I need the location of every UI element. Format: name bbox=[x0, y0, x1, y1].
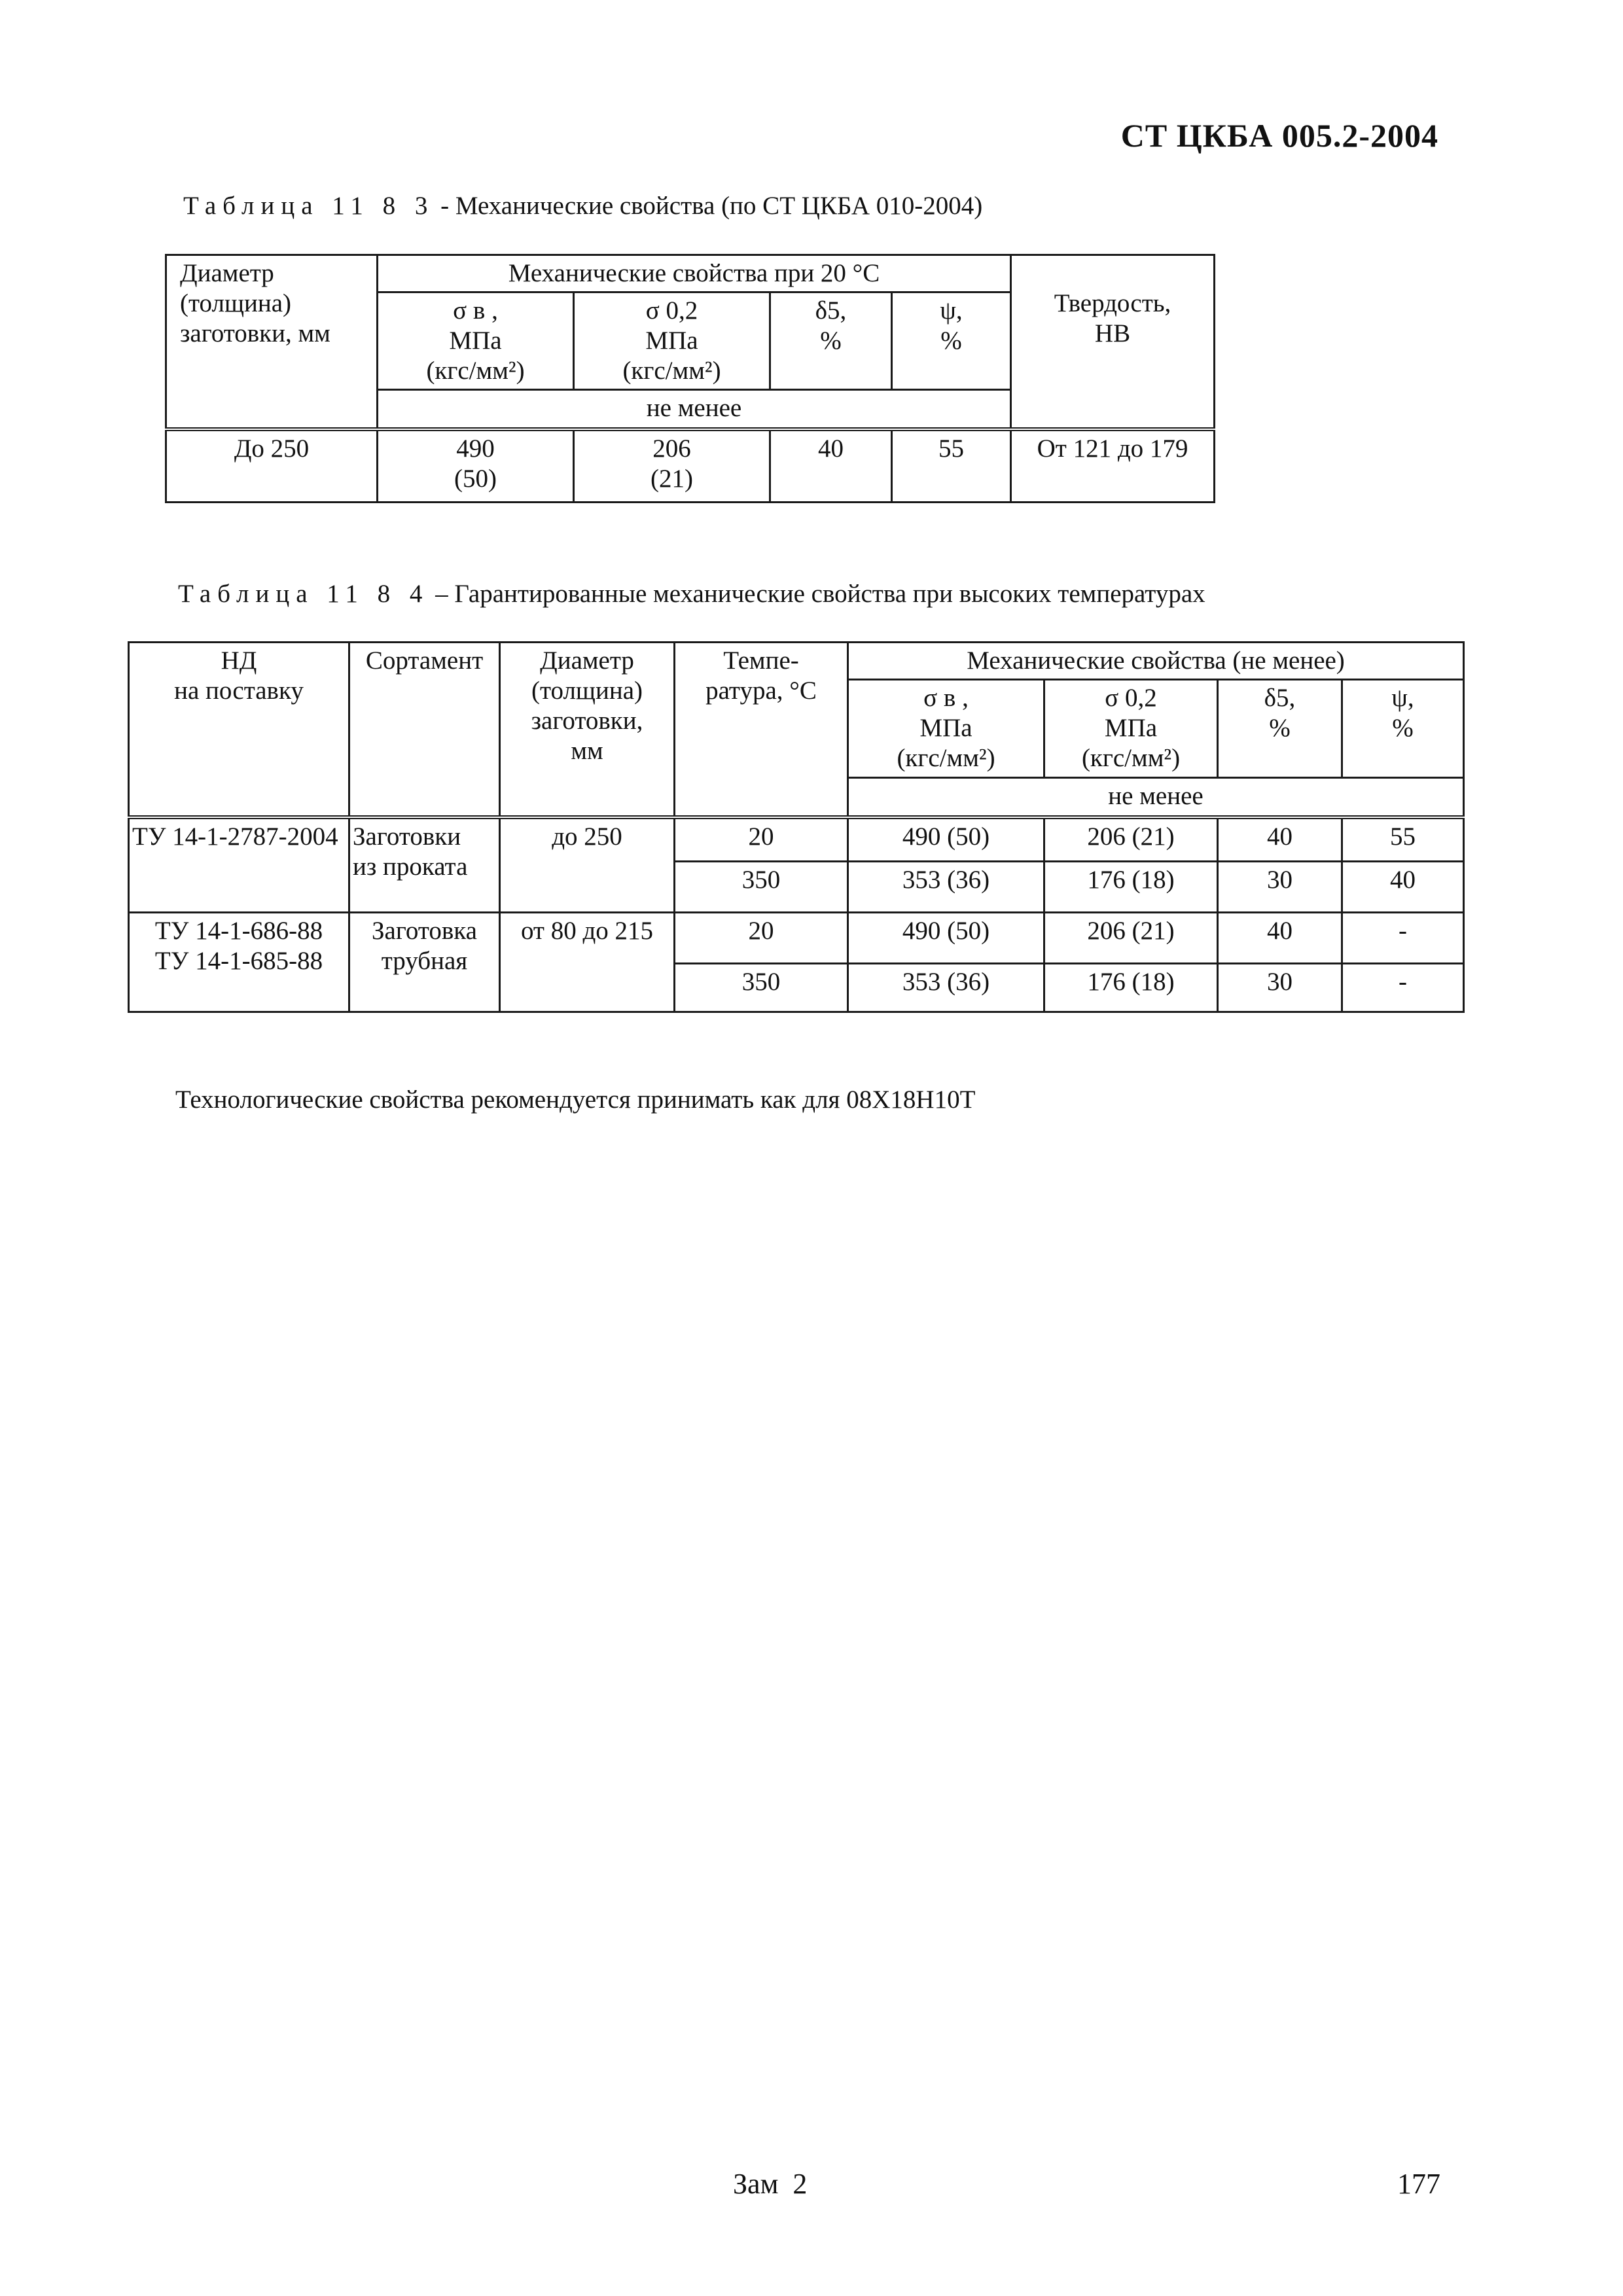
table1-cell-sigma-02: 206 (21) bbox=[574, 429, 770, 503]
table2-header-group: Механические свойства (не менее) bbox=[848, 643, 1464, 680]
table1-caption bbox=[183, 191, 982, 221]
table2-header-nd: НД на поставку bbox=[129, 643, 349, 817]
table2-header-sigma-02: σ 0,2 МПа (кгс/мм²) bbox=[1044, 680, 1218, 778]
table2-cell-diameter: до 250 bbox=[500, 817, 675, 913]
technology-note: Технологические свойства рекомендуется принимать как для 08Х18Н10Т bbox=[175, 1086, 976, 1114]
table2-cell-delta5: 40 bbox=[1218, 913, 1342, 964]
table2-header-delta5: δ5, % bbox=[1218, 680, 1342, 778]
table2-cell-nd: ТУ 14-1-2787-2004 bbox=[129, 817, 349, 913]
table2-header-diameter: Диаметр (толщина) заготовки, мм bbox=[500, 643, 675, 817]
table1-not-less: не менее bbox=[378, 390, 1011, 429]
table2-cell-temp: 350 bbox=[675, 862, 848, 913]
table1-header-sigma-02: σ 0,2 МПа (кгс/мм²) bbox=[574, 292, 770, 390]
revision-label: Зам 2 bbox=[733, 2168, 808, 2200]
table2-cell-sigma-b: 490 (50) bbox=[848, 817, 1044, 862]
table1-cell-sigma-b: 490 (50) bbox=[378, 429, 574, 503]
table1-header-group: Механические свойства при 20 °С bbox=[378, 255, 1011, 292]
table2-cell-psi: - bbox=[1342, 964, 1464, 1012]
table2-cell-sigma-02: 206 (21) bbox=[1044, 913, 1218, 964]
table1-header-diameter: Диаметр (толщина) заготовки, мм bbox=[166, 255, 378, 429]
table2-caption bbox=[178, 579, 1205, 609]
table2-cell-assortment: Заготовки из проката bbox=[349, 817, 500, 913]
table1-cell-delta5: 40 bbox=[770, 429, 892, 503]
table2-header-assortment: Сортамент bbox=[349, 643, 500, 817]
document-code: СТ ЦКБА 005.2-2004 bbox=[1120, 117, 1438, 154]
table1-cell-diameter: До 250 bbox=[166, 429, 378, 503]
table2-cell-temp: 20 bbox=[675, 913, 848, 964]
table1-header-psi: ψ, % bbox=[892, 292, 1011, 390]
table2-cell-psi: 55 bbox=[1342, 817, 1464, 862]
table2-cell-sigma-02: 176 (18) bbox=[1044, 964, 1218, 1012]
table2-cell-delta5: 30 bbox=[1218, 862, 1342, 913]
table2-cell-temp: 20 bbox=[675, 817, 848, 862]
table2-cell-assortment: Заготовка трубная bbox=[349, 913, 500, 1012]
table2-header-sigma-b: σ в , МПа (кгс/мм²) bbox=[848, 680, 1044, 778]
table2-not-less: не менее bbox=[848, 778, 1464, 817]
table2-cell-temp: 350 bbox=[675, 964, 848, 1012]
table2-cell-sigma-b: 353 (36) bbox=[848, 862, 1044, 913]
table2-label: Таблица 11 8 4 bbox=[178, 580, 429, 608]
table2-cell-sigma-02: 176 (18) bbox=[1044, 862, 1218, 913]
table1-header-hardness: Твердость, НВ bbox=[1011, 255, 1215, 429]
table1-cell-psi: 55 bbox=[892, 429, 1011, 503]
table2-cell-psi: - bbox=[1342, 913, 1464, 964]
table2-cell-sigma-02: 206 (21) bbox=[1044, 817, 1218, 862]
table2-cell-psi: 40 bbox=[1342, 862, 1464, 913]
table1-title: - Механические свойства (по СТ ЦКБА 010-2004) bbox=[434, 192, 983, 220]
table2-title: – Гарантированные механические свойства при высоких температурах bbox=[429, 580, 1205, 608]
table2-cell-delta5: 30 bbox=[1218, 964, 1342, 1012]
table1-header-delta5: δ5, % bbox=[770, 292, 892, 390]
table2-cell-delta5: 40 bbox=[1218, 817, 1342, 862]
table2-cell-sigma-b: 490 (50) bbox=[848, 913, 1044, 964]
table2-header-psi: ψ, % bbox=[1342, 680, 1464, 778]
table2-cell-nd: ТУ 14-1-686-88 ТУ 14-1-685-88 bbox=[129, 913, 349, 1012]
table1 bbox=[165, 254, 1215, 503]
table2-cell-sigma-b: 353 (36) bbox=[848, 964, 1044, 1012]
table2-cell-diameter: от 80 до 215 bbox=[500, 913, 675, 1012]
table2-header-temp: Темпе- ратура, °С bbox=[675, 643, 848, 817]
page-number: 177 bbox=[1397, 2168, 1440, 2200]
table1-cell-hardness: От 121 до 179 bbox=[1011, 429, 1215, 503]
table1-label: Таблица 11 8 3 bbox=[183, 192, 435, 220]
table2 bbox=[128, 641, 1465, 1013]
table1-header-sigma-b: σ в , МПа (кгс/мм²) bbox=[378, 292, 574, 390]
